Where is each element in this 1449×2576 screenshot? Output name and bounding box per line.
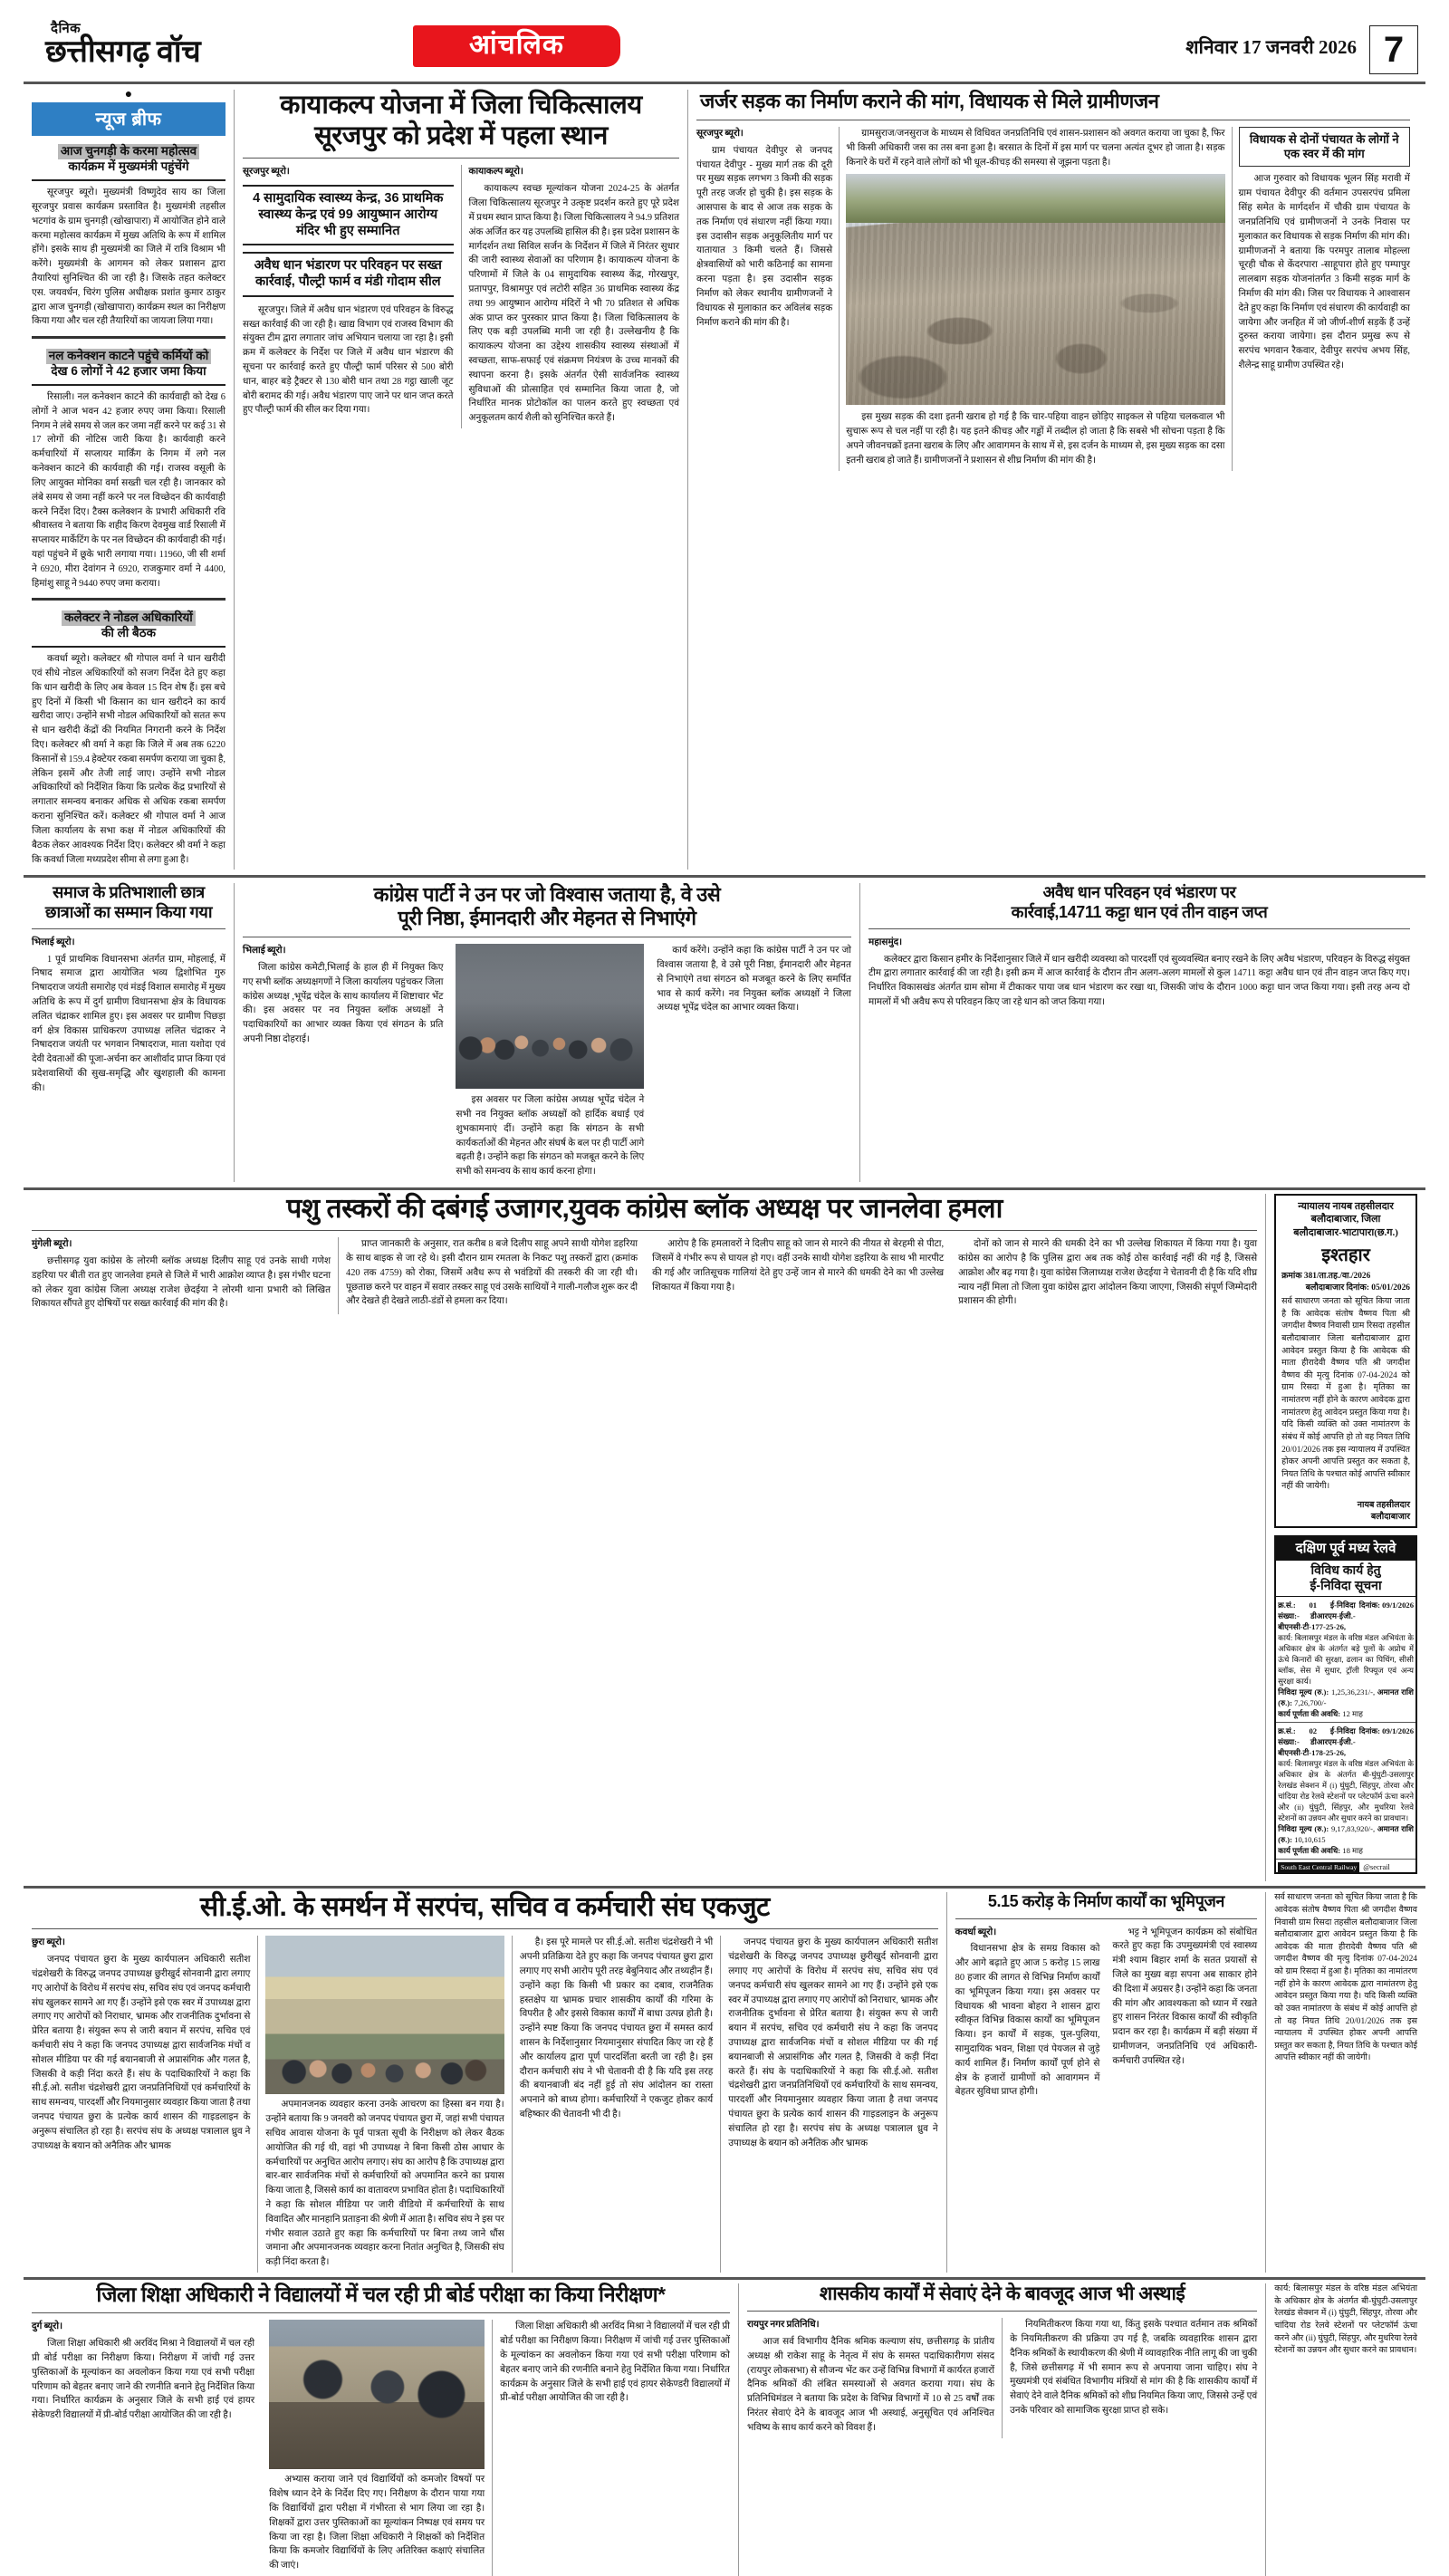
kayakalp-subhead: 4 सामुदायिक स्वास्थ्य केन्द्र, 36 प्राथमिक स्वास्थ्य केन्द्र एवं 99 आयुष्मान आरोग्य मंदिर भी हुए सम्मानित	[243, 185, 454, 245]
education-photo	[269, 2320, 485, 2469]
kayakalp-subbox2: अवैध धान भंडारण पर परिवहन पर सख्त कार्रवाई, पौल्ट्री फार्म व मंडी गोदाम सील	[243, 252, 454, 296]
road-col-2: ग्रामसुराज/जनसुराज के माध्यम से विधिवत जनप्रतिनिधि एवं शासन-प्रशासन को अवगत कराया जा चुका है, फिर भी किसी अधिकारी जस का तस बना हुआ है। बरसात के दिनों में इस मार्ग पर चलना अत्यंत दूभर हो जाता है। सड़क किनारे के घरों में रहने वाले लोगों को भी धूल-कीचड़ की समस्या से जूझना पड़ता है। इस मुख्य सड़क की दशा इतनी खराब हो गई है कि चार-पहिया वाहन छोड़िए साइकल से पहिया चलकवाल भी सुचारू रूप से चल नहीं पा रही है। यह इतने कीचड़ और गड्ढों में तब्दील हो जाता है कि सबसे भी सोचना पड़ता है कि अपने जीवनचक्रों इतना खराब के लिए और आवागमन के साथ में से, इस दर्जन के माध्यम से, इस मुख्य सड़क का दसा इतनी खराब हो जाते हैं। ग्रामीणजनों ने प्रशासन से शीघ्र निर्माण की मांग की है।	[846, 128, 1225, 466]
notices-sidebar	[1266, 1194, 1425, 1881]
railway-tender-notice	[1274, 1535, 1417, 1874]
brief-body-3: कवर्धा ब्यूरो। कलेक्टर श्री गोपाल वर्मा ने धान खरीदी एवं सीधे नोडल अधिकारियों को सजग निर्देश देते हुए कहा कि धान खरीदी के लिए अब केवल 15 दिन शेष हैं। इस बचे हुए दिनों में किसी भी किसान का धान खरीदने का कार्य खरीदा जाए। उन्होंने सभी नोडल अधिकारियों को सतत रूप से धान खरीदी केंद्रों की नियमित निगरानी करने के निर्देश दिए। कलेक्टर श्री वर्मा ने कहा कि जिले में अब तक 6220 किसानों से 159.4 हेक्टेयर रकबा समर्पण कराया जा चुका है, लेकिन इसमें और तेजी लाई जाए। उन्होंने सभी नोडल अधिकारियों को निर्देशित किया कि प्रत्येक केंद्र प्रभारियों से लगातार समन्वय बनाकर अधिक से अधिक रकबा समर्पण कराना सुनिश्चित करें। कलेक्टर श्री गोपाल वर्मा ने आज जिला कार्यालय के सभा कक्ष में नोडल अधिकारियों की बैठक लेकर आवश्यक निर्देश दिए। कलेक्टर श्री वर्मा ने कहा कि कवर्धा जिला मध्यप्रदेश सीमा से लगा हुआ है।	[32, 654, 226, 865]
brief-body-2: रिसाली। नल कनेक्शन काटने की कार्यवाही को देख 6 लोगों ने आज भवन 42 हजार रुपए जमा किया। रिसाली निगम ने लंबे समय से जल कर जमा नहीं करने पर कई 31 से 17 लोगों की नोटिस जारी किया है। कार्यवाही करने कर्मचारियों में सप्लायर मार्किंग के निगम में लगे नल कनेक्शन काटने की कार्यवाही की गई। राजस्व वसूली के लिए आयुक्त मोनिका वर्मा सख्ती चल रही है। जानकार को लंबे समय से जमा नहीं करने पर नल विच्छेदन की कार्यवाही करने निर्देश दिए। टैक्स कलेक्शन के प्रभारी अधिकारी रवि श्रीवास्तव ने बताया कि शहीद किरण देवमुख वार्ड रिसाली में सप्लायर मार्केटिंग के पर नल विच्छेदन की कार्यवाही की गई। यहां पहुंचने में छूके भारी लगाया गया। 11960, जी सी शर्मा ने 6920, मीरा देवांगन ने 6920, राजकुमार वर्मा ने 4400, हिमांशु साहू ने 9440 रुपए जमा कराया।	[32, 392, 226, 589]
ceo-photo	[265, 1936, 504, 2094]
road-kicker-box: विधायक से दोनों पंचायत के लोगों ने एक स्वर में की मांग	[1239, 127, 1411, 168]
paddy-headline: अवैध धान परिवहन एवं भंडारण पर कार्रवाई,14711 कट्टा धान एवं तीन वाहन जप्त	[1011, 883, 1268, 921]
kayakalp-col-1	[243, 165, 461, 428]
congress-col-2: इस अवसर पर जिला कांग्रेस अध्यक्ष भूपेंद्र चंदेल ने सभी नव नियुक्त ब्लॉक अध्यक्षों को हार्दिक बधाई एवं शुभकामनाएं दीं। उन्होंने कहा कि संगठन के सभी कार्यकर्ताओं की मेहनत और संघर्ष के बल पर ही पार्टी आगे बढ़ती है। उन्होंने कहा कि संगठन को मजबूत करने के लिए सभी को समन्वय के साथ कार्य करना होगा।	[449, 944, 650, 1182]
brief-title-3: कलेक्टर ने नोडल अधिकारियों की ली बैठक	[32, 608, 226, 648]
brief-item-3	[32, 608, 226, 867]
education-col-2: अभ्यास कराया जाने एवं विद्यार्थियों को कमजोर विषयों पर विशेष ध्यान देने के निर्देश दिए गए। निरीक्षण के दौरान पाया गया कि विद्यार्थियों द्वारा परीक्षा में गंभीरता से भाग लिया जा रहा है। शिक्षकों द्वारा उत्तर पुस्तिकाओं का मूल्यांकन निष्पक्ष एवं समय पर किया जा रहा है। जिला शिक्षा अधिकारी ने शिक्षकों को निर्देशित किया कि कमजोर विद्यार्थियों के लिए अतिरिक्त कक्षाएं संचालित की जाएं।	[262, 2320, 492, 2576]
story-bhumipujan	[947, 1892, 1266, 2273]
cattle-headline: पशु तस्करों की दबंगई उजागर,युवक कांग्रेस ब्लॉक अध्यक्ष पर जानलेवा हमला	[286, 1194, 1003, 1225]
middle-section	[24, 883, 1425, 1182]
road-headline: जर्जर सड़क का निर्माण कराने की मांग, विधायक से मिले ग्रामीणजन	[700, 90, 1159, 112]
kayakalp-col-2	[462, 165, 680, 428]
cattle-section	[24, 1194, 1425, 1881]
railway-footer	[1276, 1860, 1415, 1872]
congress-col-1: भिलाई ब्यूरो। जिला कांग्रेस कमेटी,भिलाई के हाल ही में नियुक्त किए गए सभी ब्लॉक अध्यक्षगणों ने जिला कार्यालय पहुंचकर जिला कांग्रेस अध्यक्ष ,भूपेंद्र चंदेल के साथ कार्यालय में शिष्टाचार भेंट की। इस अवसर पर नव नियुक्त ब्लॉक अध्यक्षों ने पदाधिकारियों का आभार व्यक्त किया एवं संगठन के प्रति अपनी निष्ठा दोहराई।	[243, 946, 444, 1045]
brief-item-2	[32, 346, 226, 591]
story-road	[688, 90, 1418, 870]
education-headline: जिला शिक्षा अधिकारी ने विद्यालयों में चल रही प्री बोर्ड परीक्षा का किया निरीक्षण*	[96, 2283, 666, 2307]
top-section	[24, 90, 1425, 870]
story-cattle	[24, 1194, 1265, 1881]
notice-heading: इश्तहार	[1321, 1245, 1370, 1265]
road-col-3: विधायक से दोनों पंचायत के लोगों ने एक स्वर में की मांग आज गुरुवार को विधायक भूलन सिंह मरावी में ग्राम पंचायत देवीपुर की वर्तमान उपसरपंच प्रमिला सिंह समेत के मार्गदर्शन में चौकी ग्राम पंचायत के जनप्रतिनिधि एवं ग्रामीणजनों ने उनके निवास पर मुलाकात कर विधायक से सड़क निर्माण की मांग की। ग्रामीणजनों ने बताया कि परमपुर तालाब मोहल्ला चूरही चौक से केंदरपारा -साहूपारा होते हुए पम्पापुर लालबाग सड़क योजनांतर्गत 3 किमी सड़क मार्ग के निर्माण की मांग की। जिस पर विधायक ने आश्वासन देते हुए कहा कि निर्माण एवं संधारण की कार्यवाही का जायेगा और जनहित में जो जीर्ण-शीर्ण सड़कें हैं उन्हें दुरुस्त कराया जायेगा। इस दौरान प्रमुख रूप से सरपंच भगवान रैकवार, देवीपुर सरपंच अभय सिंह, शैलेन्द्र साहू ग्रामीण उपस्थित रहे।	[1233, 127, 1411, 471]
masthead	[24, 13, 1425, 78]
temporary-col-2: नियमितीकरण किया गया था, किंतु इसके पश्चात वर्तमान तक श्रमिकों के नियमितीकरण की प्रक्रिया उप गई है, जबकि व्यवहारिक शासन द्वारा दैनिक श्रमिकों के स्थायीकरण की श्रेणी में व्यावहारिक नीति लागू की जा चुकी है, जिसे छत्तीसगढ़ में भी समान रूप से अपनाया जाना चाहिए। संघ ने मुख्यमंत्री एवं संबंधित विभागीय मंत्रियों से मांग की है कि शासकीय कार्यों में सेवाएं देने वाले दैनिक श्रमिकों को शीघ्र नियमित किया जाए, जिससे उन्हें एवं उनके परिवार को सामाजिक सुरक्षा प्राप्त हो सके।	[1010, 2320, 1258, 2417]
story-ceo	[24, 1892, 946, 2273]
cattle-col-1: मुंगेली ब्यूरो। छत्तीसगढ़ युवा कांग्रेस के लोरमी ब्लॉक अध्यक्ष दिलीप साहू एवं उनके साथी गणेश डहरिया पर बीती रात हुए जानलेवा हमले से जिले में भारी आक्रोश व्याप्त है। इस गंभीर घटना को लेकर युवा कांग्रेस जिला अध्यक्ष राजेश छेदईया ने लोरमी थाना प्रभारी को लिखित शिकायत सौंपते हुए दोषियों पर सख्त कार्रवाई की मांग की है।	[32, 1239, 331, 1310]
story-students: समाज के प्रतिभाशाली छात्र छात्राओं का सम्मान किया गया भिलाई ब्यूरो। 1 पूर्व प्राथमिक विधानसभा अंतर्गत ग्राम, मोहलाई, में निषाद समाज द्वारा आयोजित भव्य द्विशोभित गुरु निषादराज जयंती समारोह एवं मंडई विशाल समारोह में मुख्य अतिथि के रूप में दुर्ग ग्रामीण विधानसभा क्षेत्र के विधायक ललित चंद्राकर शामिल हुए। इस अवसर पर ग्रामीण पिछड़ा वर्ग क्षेत्र विकास प्राधिकरण उपाध्यक्ष ललित चंद्राकर ने निषादराज जयंती पर भगवान निषादराज, माता यशोदा एवं देवी देवताओं की पूजा-अर्चना कर आशीर्वाद प्राप्त किया एवं प्रदेशवासियों की सुख-समृद्धि और खुशहाली की कामना की।	[32, 883, 226, 1093]
brief-title-1: आज चुनगड़ी के करमा महोत्सव कार्यक्रम में मुख्यमंत्री पहुंचेंगे	[32, 141, 226, 181]
ceo-col-2: अपमानजनक व्यवहार करना उनके आचरण का हिस्सा बन गया है। उन्होंने बताया कि 9 जनवरी को जनपद पंचायत छुरा में, जहां सभी पंचायत सचिव आवास योजना के पूर्व पात्रता सूची के निरीक्षण को लेकर बैठक आयोजित की गई थी, वहां भी उपाध्यक्ष ने बिना किसी ठोस आधार के कर्मचारियों पर अनुचित आरोप लगाए। संघ का आरोप है कि उपाध्यक्ष द्वारा बार-बार सार्वजनिक मंचों से कर्मचारियों को अपमानित करने का प्रयास किया जाता है, जिससे कार्य का वातावरण प्रभावित होता है। पदाधिकारियों ने कहा कि सोशल मीडिया पर जारी वीडियो में कर्मचारियों के साथ विवादित और मानहानि प्रताड़ना की श्रेणी में आता है। सचिव संघ ने इस पर गंभीर सवाल उठाते हुए कहा कि कर्मचारियों पर बिना तथ्य जाने धौंस जमाना और अपमानजनक व्यवहार करना नितांत अनुचित है, जिसकी संघ कड़ी निंदा करता है।	[258, 1936, 511, 2273]
story-kayakalp	[235, 90, 687, 870]
kayakalp-subbyline: कायाकल्प ब्यूरो।	[468, 167, 523, 178]
newsbrief-column	[24, 90, 234, 870]
kayakalp-headline: कायाकल्प योजना में जिला चिकित्सालय सूरजपुर को प्रदेश में पहला स्थान	[280, 91, 642, 151]
railway-handle: @secrail	[1363, 1863, 1390, 1872]
railway-header: दक्षिण पूर्व मध्य रेलवे	[1276, 1537, 1415, 1561]
court-notice: न्यायालय नायब तहसीलदार बलौदाबाजार, जिला बलौदाबाजार-भाटापारा(छ.ग.) इश्तहार क्रमांक 381/ता.तह./वा./2026 बलौदाबाजार दिनांक: 05/01/2026 सर्व साधारण जनता को सूचित किया जाता है कि आवेदक संतोष वैष्णव पिता श्री जगदीश वैष्णव निवासी ग्राम रिसदा तहसील बलौदाबाजार जिला बलौदाबाजार द्वारा आवेदन प्रस्तुत किया है कि आवेदक की माता हीरादेवी वैष्णव पति श्री जगदीश वैष्णव की मृत्यु दिनांक 07-04-2024 को ग्राम रिसदा में हुआ है। मृतिका का नामांतरण नहीं होने के कारण आवेदक द्वारा नामांतरण हेतु आवेदन प्रस्तुत किया गया है। यदि किसी व्यक्ति को उक्त नामांतरण के संबंध में कोई आपत्ति हो तो वह नियत तिथि 20/01/2026 तक इस न्यायालय में उपस्थित होकर अपनी आपत्ति प्रस्तुत कर सकता है, नियत तिथि के पश्चात कोई आपत्ति स्वीकार नहीं की जायेगी। नायब तहसीलदार बलौदाबाजार	[1274, 1194, 1417, 1528]
newsbrief-header: न्यूज ब्रीफ	[32, 102, 226, 136]
cattle-col-4: दोनों को जान से मारने की धमकी देने का भी उल्लेख शिकायत में किया गया है। युवा कांग्रेस का आरोप है कि पुलिस द्वारा अब तक कोई ठोस कार्रवाई नहीं की गई है, जिससे आक्रोश और बढ़ गया है। युवा कांग्रेस जिलाध्यक्ष राजेश छेदईया ने चेतावनी दी है कि यदि शीघ्र न्याय नहीं मिला तो जिला युवा कांग्रेस द्वारा आंदोलन किया जाएगा, जिसकी संपूर्ण जिम्मेदारी प्रशासन की होगी।	[958, 1239, 1258, 1307]
logo-kicker: दैनिक	[51, 21, 82, 36]
ceo-col-1: छुरा ब्यूरो। जनपद पंचायत छुरा के मुख्य कार्यपालन अधिकारी सतीश चंद्रशेखरी के विरुद्ध जनपद उपाध्यक्ष छुरीखुर्द सोनवानी द्वारा लगाए गए आरोपों के विरोध में सरपंच संघ, सचिव संघ एवं जनपद कर्मचारी संघ खुलकर सामने आ गए हैं। उन्होंने इसे एक स्वर में उपाध्यक्ष द्वारा लगाए गए आरोपों को निराधार, भ्रामक और राजनीतिक दुर्भावना से प्रेरित बताया है। संयुक्त रूप से जारी बयान में सरपंच, सचिव एवं कर्मचारी संघ ने कहा कि जनपद उपाध्यक्ष द्वारा सार्वजनिक मंचों व सोशल मीडिया पर की गई बयानबाजी से अप्रासंगिक और गलत है, जिसकी वे कड़ी निंदा करते हैं। संघ के पदाधिकारियों ने कहा कि सी.ई.ओ. सतीश चंद्रशेखरी द्वारा जनप्रतिनिधियों एवं कर्मचारियों के साथ समन्वय, पारदर्शी और नियमानुसार व्यवहार किया जाता है तथा जनपद पंचायत छुरा के प्रत्येक कार्य शासन की गाइडलाइन के अनुरूप संचालित हो रहा है। सरपंच संघ के अध्यक्ष पत्रालाल ध्रुव ने उपाध्यक्ष के बयान को अनैतिक और भ्रामक	[32, 1937, 251, 2151]
railway-subheader: विविध कार्य हेतु ई-निविदा सूचना	[1276, 1561, 1415, 1597]
brief-item-1	[32, 141, 226, 329]
education-col-1: दुर्ग ब्यूरो। जिला शिक्षा अधिकारी श्री अरविंद मिश्रा ने विद्यालयों में चल रही प्री बोर्ड परीक्षा का निरीक्षण किया। निरीक्षण में जांची गई उत्तर पुस्तिकाओं के मूल्यांकन का अवलोकन किया गया एवं सभी परीक्षा परिणाम को बेहतर बनाए जाने की रणनीति बनाने हेतु निर्देशित किया गया। निर्धारित कार्यक्रम के अनुसार जिले के सभी हाई एवं हायर सेकेण्डरी विद्यालयों में प्री-बोर्ड परीक्षा आयोजित की जा रही है।	[32, 2321, 255, 2421]
notices-sidebar-bottom: कार्य: बिलासपुर मंडल के वरिष्ठ मंडल अभियंता के अधिकार क्षेत्र के अंतर्गत बी-घुंघुटी-उसलापुर रेलखंड सेक्शन में (i) घुंघुटी, सिंहपुर, तोरवा और चांदिया रोड रेलवे स्टेशनों पर प्लेटफॉर्म ऊंचा करने और (ii) घुंघुटी, सिंहपुर, और मुधरिया रेलवे स्टेशनों का उन्नयन और सुधार करने का प्रावधान।	[1274, 2284, 1417, 2356]
cattle-col-3: आरोप है कि हमलावरों ने दिलीप साहू को जान से मारने की नीयत से बेरहमी से पीटा, जिसमें वे गंभीर रूप से घायल हो गए। वहीं उनके साथी योगेश डहरिया के साथ भी मारपीट की गई और जातिसूचक गालियां देते हुए उन्हें जान से मारने की धमकी देने का भी उल्लेख शिकायत में किया गया है।	[652, 1239, 945, 1293]
railway-logo: South East Central Railway	[1278, 1862, 1359, 1872]
railway-tender-item: क्र.सं.: 02 ई-निविदा संख्या:- डीआरएम-ईजी.-बीएनसी-टी-178-25-26, दिनांक: 09/1/2026 कार्य: बिलासपुर मंडल के वरिष्ठ मंडल अभियंता के अधिकार क्षेत्र के अंतर्गत बी-घुंघुटी-उसलापुर रेलखंड सेक्शन में (i) घुंघुटी, सिंहपुर, तोरवा और चांदिया रोड रेलवे स्टेशनों पर प्लेटफॉर्म ऊंचा करने और (ii) घुंघुटी, सिंहपुर, और मुधरिया रेलवे स्टेशनों का उन्नयन और सुधार करने का प्रावधान। निविदा मूल्य (रु.): 9,17,83,920/-, अमानत राशि (रु.): 10,10,615 कार्य पूर्णता की अवधि: 18 माह	[1276, 1723, 1415, 1860]
road-col-1: सूरजपुर ब्यूरो। ग्राम पंचायत देवीपुर से जनपद पंचायत देवीपुर - मुख्य मार्ग तक की दूरी पर मुख्य सड़क लगभग 3 किमी की सड़क पूरी तरह जर्जर हो चुकी है। इस सड़क के आसपास के बाद से आज तक सड़क के तक निर्माण एवं संधारण नहीं किया गया। इस उदासीन सड़क अनुकूलितीय मार्ग पर यातायात 3 किमी चलते हैं। जिससे क्षेत्रवासियों को भारी कठिनाई का सामना करना पड़ता है। इस उदासीन सड़क निर्माण को लेकर स्थानीय ग्रामीणजनों ने विधायक से मुलाकात कर अविलंब सड़क निर्माण कराने की मांग की है।	[696, 128, 833, 328]
congress-col-3: कार्य करेंगे। उन्होंने कहा कि कांग्रेस पार्टी ने उन पर जो विश्वास जताया है, वे उसे पूरी निष्ठा, ईमानदारी और मेहनत से निभाएंगे तथा संगठन को मजबूत करने के लिए समर्पित भाव से कार्य करेंगे। नव नियुक्त ब्लॉक अध्यक्षों ने जिला अध्यक्ष भूपेंद्र चंदेल का आभार व्यक्त किया।	[657, 946, 851, 1014]
road-photo	[846, 174, 1224, 405]
brief-title-2: नल कनेक्शन काटने पहुंचे कर्मियों को देख 6 लोगों ने 42 हजार जमा किया	[32, 346, 226, 386]
bhumipujan-headline: 5.15 करोड़ के निर्माण कार्यों का भूमिपूजन	[987, 1892, 1224, 1911]
brief-body-1: सूरजपुर ब्यूरो। मुख्यमंत्री विष्णुदेव साय का जिला सूरजपुर प्रवास कार्यक्रम प्रस्तावित है। मुख्यमंत्री तहसील भटगांव के ग्राम चुनगड़ी (खोखापारा) में आयोजित होने वाले करमा महोत्सव कार्यक्रम में मुख्य अतिथि के रूप में शामिल होंगे। इसके साथ ही मुख्यमंत्री का जिले में रात्रि विश्राम भी करेंगे। मुख्यमंत्री के आगमन को लेकर प्रशासन द्वारा तैयारियां सुनिश्चित की जा रही है। जिसके तहत कलेक्टर एस. जयवर्धन, चिरंग पुलिस अधीक्षक प्रशांत कुमार ठाकुर द्वारा आज चुनगड़ी (खोखापारा) कार्यक्रम स्थल का निरीक्षण किया गया और चल रही तैयारियों का जायजा लिया गया।	[32, 187, 226, 327]
story-congress	[235, 883, 859, 1182]
masthead-divider	[24, 82, 1425, 84]
temporary-headline: शासकीय कार्यों में सेवाएं देने के बावजूद आज भी अस्थाई	[819, 2283, 1185, 2305]
congress-photo	[456, 944, 644, 1089]
logo-title: छत्तीसगढ़ वॉच	[45, 34, 201, 69]
cattle-col-2: प्राप्त जानकारी के अनुसार, रात करीब 8 बजे दिलीप साहू अपने साथी योगेश डहरिया के साथ बाइक से जा रहे थे। इसी दौरान ग्राम रमतला के निकट पशु तस्करों द्वारा (क्रमांक 420 तक 4759) को रोका, जिसमें अवैध रूप से भवंडियों की तस्करी की जा रही थी। पूछताछ करने पर वाहन में सवार तस्कर साहू एवं उसके साथियों ने गाली-गलौज शुरू कर दी और देखते ही देखते लाठी-डंडों से हमला कर दिया।	[346, 1239, 638, 1307]
notices-sidebar-cont: सर्व साधारण जनता को सूचित किया जाता है कि आवेदक संतोष वैष्णव पिता श्री जगदीश वैष्णव निवासी ग्राम रिसदा तहसील बलौदाबाजार जिला बलौदाबाजार द्वारा आवेदन प्रस्तुत किया है कि आवेदक की माता हीरादेवी वैष्णव पति श्री जगदीश वैष्णव की मृत्यु दिनांक 07-04-2024 को ग्राम रिसदा में हुआ है। मृतिका का नामांतरण नहीं होने के कारण आवेदक द्वारा नामांतरण हेतु आवेदन प्रस्तुत किया गया है। यदि किसी व्यक्ति को उक्त नामांतरण के संबंध में कोई आपत्ति हो तो वह नियत तिथि 20/01/2026 तक इस न्यायालय में उपस्थित होकर अपनी आपत्ति प्रस्तुत कर सकता है, नियत तिथि के पश्चात कोई आपत्ति स्वीकार नहीं की जायेगी।	[1274, 1893, 1417, 2063]
story-temporary	[739, 2283, 1265, 2576]
railway-tender-item: क्र.सं.: 01 ई-निविदा संख्या:- डीआरएम-ईजी.-बीएनसी-टी-177-25-26, दिनांक: 09/1/2026 कार्य: बिलासपुर मंडल के वरिष्ठ मंडल अभियंता के अधिकार क्षेत्र के अंतर्गत बड़े पुलों के अप्रोच में ऊंचे किनारों की सुरक्षा, ढलान का पिचिंग, सीसी ब्लॉक, सेस में सुधार, ट्रॉली रिफ्यूज एवं अन्य सुरक्षा कार्य। निविदा मूल्य (रु.): 1,25,36,231/-, अमानत राशि (रु.): 7,26,700/- कार्य पूर्णता की अवधि: 12 माह	[1276, 1597, 1415, 1723]
kayakalp-col3-text: सूरजपुर। जिले में अवैध धान भंडारण एवं परिवहन के विरुद्ध सख्त कार्रवाई की जा रही है। खाद्य विभाग एवं राजस्व विभाग की संयुक्त टीम द्वारा लगातार जांच अभियान चलाया जा रहा है। इसी क्रम में कलेक्टर के निर्देश पर जिले में अवैध धान भंडारण की सूचना पर कार्रवाई करते हुए पौल्ट्री फार्म परिसर से 500 बोरी धान, बाहर बड़े ट्रैक्टर से 130 बोरी धान तथा 28 गट्ठा खाली जूट बोरी बरामद की गई। अवैध भंडारण पाए जाने पर थान जप्त करते हुए पौल्ट्री फार्म की सील कर दिया गया।	[243, 304, 454, 416]
ceo-section	[24, 1892, 1425, 2273]
ceo-headline: सी.ई.ओ. के समर्थन में सरपंच, सचिव व कर्मचारी संघ एकजुट	[199, 1892, 770, 1923]
dot-ornament: ●	[124, 88, 133, 101]
publication-logo	[24, 23, 295, 69]
page-number: 7	[1369, 25, 1418, 74]
education-col-3: जिला शिक्षा अधिकारी श्री अरविंद मिश्रा ने विद्यालयों में चल रही प्री बोर्ड परीक्षा का निरीक्षण किया। निरीक्षण में जांची गई उत्तर पुस्तिकाओं के मूल्यांकन का अवलोकन किया गया एवं सभी परीक्षा परिणाम को बेहतर बनाए जाने की रणनीति बनाने हेतु निर्देशित किया गया। निर्धारित कार्यक्रम के अनुसार जिले के सभी हाई एवं हायर सेकेण्डरी विद्यालयों में प्री-बोर्ड परीक्षा आयोजित की जा रही है।	[500, 2321, 730, 2404]
ceo-col-4: जनपद पंचायत छुरा के मुख्य कार्यपालन अधिकारी सतीश चंद्रशेखरी के विरुद्ध जनपद उपाध्यक्ष छुरीखुर्द सोनवानी द्वारा लगाए गए आरोपों के विरोध में सरपंच संघ, सचिव संघ एवं जनपद कर्मचारी संघ खुलकर सामने आ गए हैं। उन्होंने इसे एक स्वर में उपाध्यक्ष द्वारा लगाए गए आरोपों को निराधार, भ्रामक और राजनीतिक दुर्भावना से प्रेरित बताया है। संयुक्त रूप से जारी बयान में सरपंच, सचिव एवं कर्मचारी संघ ने कहा कि जनपद उपाध्यक्ष द्वारा सार्वजनिक मंचों व सोशल मीडिया पर की गई बयानबाजी से अप्रासंगिक और गलत है, जिसकी वे कड़ी निंदा करते हैं। संघ के पदाधिकारियों ने कहा कि सी.ई.ओ. सतीश चंद्रशेखरी द्वारा जनप्रतिनिधियों एवं कर्मचारियों के साथ समन्वय, पारदर्शी और नियमानुसार व्यवहार किया जाता है तथा जनपद पंचायत छुरा के प्रत्येक कार्य शासन की गाइडलाइन के अनुरूप संचालित हो रहा है। सरपंच संघ के अध्यक्ष पत्रालाल ध्रुव ने उपाध्यक्ष के बयान को अनैतिक और भ्रामक	[728, 1937, 938, 2148]
students-headline: समाज के प्रतिभाशाली छात्र छात्राओं का सम्मान किया गया	[44, 883, 213, 921]
congress-headline: कांग्रेस पार्टी ने उन पर जो विश्वास जताया है, वे उसे पूरी निष्ठा, ईमानदारी और मेहनत से निभाएंगे	[373, 883, 721, 930]
issue-date: शनिवार 17 जनवरी 2026	[1185, 36, 1357, 58]
bottom-section	[24, 2283, 1425, 2576]
temporary-col-1: रायपुर नगर प्रतिनिधि। आज सर्व विभागीय दैनिक श्रमिक कल्याण संघ, छत्तीसगढ़ के प्रांतीय अध्यक्ष श्री राकेश साहू के नेतृत्व में संघ के समस्त पदाधिकारीगण संसद (रायपुर लोकसभा) से सौजन्य भेंट कर उन्हें विभिन्न विभागों में कार्यरत हजारों दैनिक श्रमिकों की लंबित समस्याओं से अवगत कराया गया। संघ के प्रतिनिधिमंडल ने बताया कि प्रदेश के विभिन्न विभागों में 10 से 25 वर्षों तक निरंतर सेवाएं देने के बावजूद आज भी अस्थाई, अनुसूचित एवं अनिश्चित भविष्य के साथ कार्य करने को विवश हैं।	[746, 2320, 995, 2433]
bhumipujan-col-1: कवर्धा ब्यूरो। विधानसभा क्षेत्र के समग्र विकास को और आगे बढ़ाते हुए आज 5 करोड़ 15 लाख 80 हजार की लागत से विभिन्न निर्माण कार्यों का भूमिपूजन किया गया। इस अवसर पर विधायक श्री भावना बोहरा ने शासन द्वारा स्वीकृत विभिन्न विकास कार्यों का भूमिपूजन किया। इन कार्यों में सड़क, पुल-पुलिया, सामुदायिक भवन, शिक्षा एवं पेयजल से जुड़े कार्य शामिल हैं। निर्माण कार्यों पूर्ण होने से क्षेत्र के हजारों ग्रामीणों को आवागमन में बेहतर सुविधा प्राप्त होगी।	[955, 1927, 1100, 2098]
section-badge: आंचलिक	[413, 25, 620, 67]
story-paddy: अवैध धान परिवहन एवं भंडारण पर कार्रवाई,14711 कट्टा धान एवं तीन वाहन जप्त महासमुंद। कलेक्टर द्वारा किसान हमीर के निर्देशानुसार जिले में धान खरीदी व्यवस्था को पारदर्शी एवं सुव्यवस्थित बनाए रखने के लिए अवैध भंडारण, परिवहन के विरुद्ध संयुक्त टीम द्वारा लगातार कार्रवाई की जा रही है। इसी क्रम में आज कार्रवाई के दौरान तीन अलग-अलग मामलों से कुल 14711 कट्टा अवैध धान एवं तीन वाहन जप्त किए गए। निर्धारित विकासखंड अंतर्गत ग्राम सोमा में टीकाकर पाया जब धान भंडारण कर रखा था, जिसकी जांच के दौरान 1000 कट्टा धान जप्त किया गया। इसी तरह अन्य दो मामलों में भी अवैध रूप से परिवहन किए जा रहे धान को जप्त किया गया।	[868, 883, 1410, 1008]
kayakalp-byline: सूरजपुर ब्यूरो।	[243, 167, 290, 178]
bhumipujan-col-2: भट्ट ने भूमिपूजन कार्यक्रम को संबोधित करते हुए कहा कि उपमुख्यमंत्री एवं स्वास्थ्य मंत्री श्याम बिहार शर्मा के सतत प्रयासों से जिले का मुख्य बड़ा सपना अब साकार होने की दिशा में अग्रसर है। उन्होंने कहा कि जनता की मांग और आवश्यकता को ध्यान में रखते हुए शासन निरंतर विकास कार्यों की स्वीकृति प्रदान कर रहा है। कार्यक्रम में बड़ी संख्या में ग्रामीणजन, जनप्रतिनिधि एवं अधिकारी-कर्मचारी उपस्थित रहे।	[1112, 1927, 1258, 2066]
ceo-col-3: है। इस पूरे मामले पर सी.ई.ओ. सतीश चंद्रशेखरी ने भी अपनी प्रतिक्रिया देते हुए कहा कि जनपद पंचायत छुरा द्वारा लगाए गए सभी आरोप पूरी तरह बेबुनियाद और तथ्यहीन हैं। उन्होंने कहा कि किसी भी प्रकार का दबाव, राजनैतिक हस्तक्षेप या भ्रामक प्रचार शासकीय कार्यों की गरिमा के विपरीत है और इससे विकास कार्यों में बाधा उत्पन्न होती है। उन्होंने स्पष्ट किया कि जनपद पंचायत छुरा में समस्त कार्य शासन के निर्देशानुसार नियमानुसार संपादित किए जा रहे हैं और कार्यालय द्वारा पूर्ण पारदर्शिता बरती जा रही है। इस दौरान कर्मचारी संघ ने भी चेतावनी दी है कि यदि इस तरह की बयानबाजी बंद नहीं हुई तो संघ आंदोलन का रास्ता अपनाने को बाध्य होगा। कर्मचारियों ने एकजुट होकर कार्य बहिष्कार की चेतावनी भी दी है।	[519, 1937, 714, 2120]
kayakalp-col2-text: कायाकल्प स्वच्छ मूल्यांकन योजना 2024-25 के अंतर्गत जिला चिकित्सालय सूरजपुर ने उत्कृष्ट प्रदर्शन करते हुए पूरे प्रदेश में प्रथम स्थान प्राप्त किया है। जिला चिकित्सालय ने 94.9 प्रतिशत अंक अर्जित कर यह उपलब्धि हासिल की है। इस प्रदेश प्रशासन के मार्गदर्शन तथा सिविल सर्जन के निर्देशन में जिले में निरंतर सुधार की जारी स्वास्थ्य सेवाओं का परिणाम है। कायाकल्प योजना के परिणामों में जिले के 04 सामुदायिक स्वास्थ्य केंद्र, गोरखपुर, प्रतापपुर, विश्रामपुर एवं लटोरी सहित 36 प्राथमिक स्वास्थ्य केंद्र तथा 99 आयुष्मान आरोग्य मंदिरों ने भी 70 प्रतिशत से अधिक अंक प्राप्त कर पुरस्कार प्राप्त किया है। जिला चिकित्सालय के लिए एक बड़ी उपलब्धि मानी जा रही है। उल्लेखनीय है कि कायाकल्प योजना का उद्देश्य शासकीय स्वास्थ्य संस्थाओं में स्वच्छता, साफ-सफाई एवं संक्रमण नियंत्रण के उच्च मानकों की स्थापना करना है। इसके अंतर्गत ऐसी सार्वजनिक स्वास्थ्य सुविधाओं की प्रोत्साहित एवं सम्मानित किया जाता है, जो निर्धारित मानक प्रोटोकॉल का पालन करते हुए स्वच्छता एवं अनुकूलतम कार्य शैली को सुनिश्चित करते हैं।	[468, 184, 679, 424]
story-education	[24, 2283, 738, 2576]
